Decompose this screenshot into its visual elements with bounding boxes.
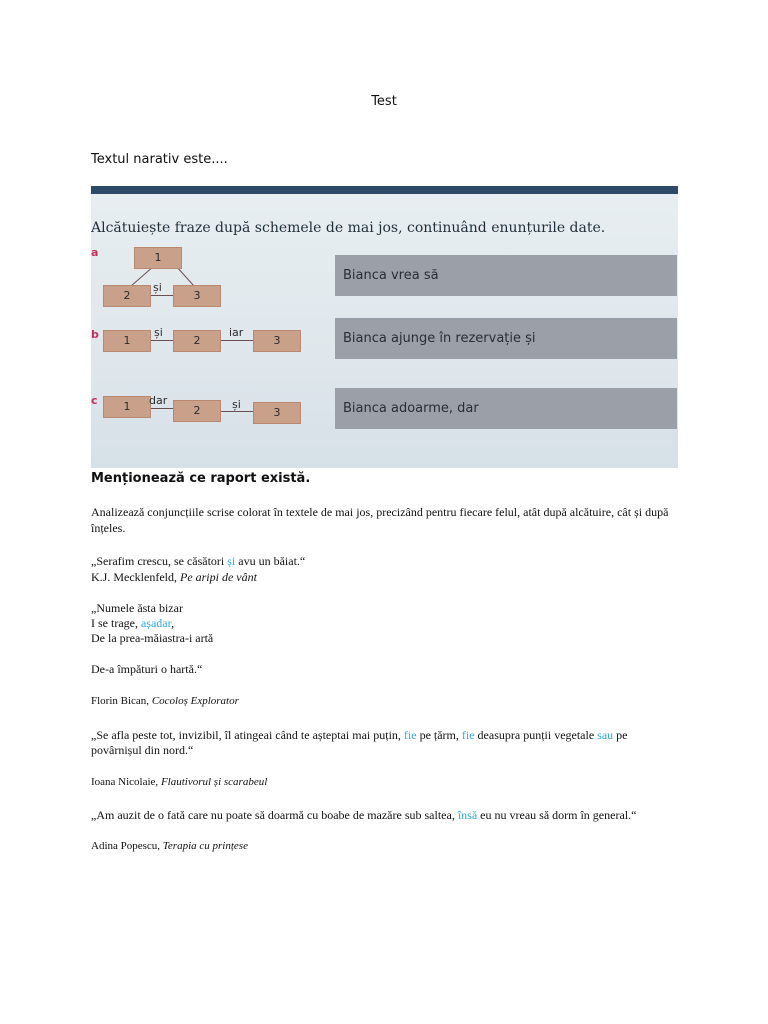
scheme-a-box-1: 1	[134, 247, 182, 269]
page-title: Test	[371, 94, 397, 109]
quote-1-work: Pe aripi de vânt	[179, 570, 257, 584]
quote-4-text-end: eu nu vreau să dorm în general.“	[477, 808, 637, 822]
scheme-c-conj-1: dar	[149, 394, 168, 407]
quote-4-source	[91, 839, 248, 853]
scheme-a-box-3: 3	[173, 285, 221, 307]
quote-3-text-3: deasupra punții vegetale	[474, 728, 598, 742]
scheme-b-line-1	[151, 340, 173, 341]
scheme-c-box-3: 3	[253, 402, 301, 424]
quote-3-author: Ioana Nicolaie,	[91, 776, 161, 788]
quote-2-line-1: „Numele ăsta bizar	[91, 601, 183, 615]
scheme-b-box-1: 1	[103, 330, 151, 352]
heading-narrative-text: Textul narativ este....	[91, 152, 228, 167]
scheme-c-box-1: 1	[103, 396, 151, 418]
exercise-photo	[91, 186, 678, 468]
quote-1-text: „Serafim crescu, se căsători	[91, 554, 228, 568]
quote-2-conjunction: așadar	[140, 616, 172, 630]
quote-2-line-2	[91, 615, 174, 631]
instruction-paragraph: Analizează conjuncțiile scrise colorat în textele de mai jos, precizând pentru fiecare felul, atât după alcătuire, cât și după înțeles.	[91, 505, 669, 535]
quote-1-conjunction: și	[227, 554, 236, 568]
quote-3-text-4: pe	[613, 728, 628, 742]
prompt-panel-c: Bianca adoarme, dar	[335, 388, 677, 429]
quote-2-work: Cocoloș Explorator	[151, 695, 239, 707]
heading-relation: Menționează ce raport există.	[91, 471, 311, 486]
prompt-panel-a: Bianca vrea să	[335, 255, 677, 296]
quote-3-conjunction-3: sau	[597, 728, 614, 742]
quote-2-line-3: De la prea-măiastra-i artă	[91, 631, 214, 645]
quote-3-text-1: „Se afla peste tot, invizibil, îl atingeai când te așteptai mai puțin,	[91, 728, 404, 742]
scheme-b-box-2: 2	[173, 330, 221, 352]
quote-4	[91, 807, 691, 823]
quote-1	[91, 553, 691, 569]
quote-2-line-4: De-a împături o hartă.“	[91, 662, 203, 676]
photo-instruction: Alcătuiește fraze după schemele de mai jos, continuând enunțurile date.	[91, 220, 606, 236]
scheme-b-line-2	[221, 340, 253, 341]
scheme-a-box-2: 2	[103, 285, 151, 307]
scheme-a-conj-1: și	[153, 281, 162, 294]
quote-2-comma: ,	[171, 616, 175, 630]
scheme-c-line-1	[151, 408, 173, 409]
marker-b: b	[91, 328, 99, 341]
quote-3-conjunction-2: fie	[461, 728, 475, 742]
scheme-b-conj-1: și	[154, 326, 163, 339]
quote-2-author: Florin Bican,	[91, 695, 152, 707]
quote-3-source	[91, 775, 267, 789]
quote-3-line-2: povârnișul din nord.“	[91, 743, 194, 757]
quote-1-text-end: avu un băiat.“	[235, 554, 306, 568]
quote-3-line-1	[91, 727, 691, 743]
quote-4-work: Terapia cu prințese	[162, 840, 248, 852]
scheme-c-conj-2: și	[232, 398, 241, 411]
quote-3-text-2: pe țărm,	[416, 728, 462, 742]
quote-3-conjunction-1: fie	[403, 728, 417, 742]
quote-1-author: K.J. Mecklenfeld,	[91, 570, 180, 584]
quote-4-text: „Am auzit de o fată care nu poate să doarmă cu boabe de mazăre sub saltea,	[91, 808, 458, 822]
scheme-c-line-2	[221, 411, 253, 412]
quote-4-conjunction: însă	[457, 808, 478, 822]
quote-3-work: Flautivorul și scarabeul	[160, 776, 268, 788]
scheme-c-box-2: 2	[173, 400, 221, 422]
quote-4-author: Adina Popescu,	[91, 840, 163, 852]
marker-a: a	[91, 246, 99, 259]
scheme-b-conj-2: iar	[229, 326, 244, 339]
quote-1-source	[91, 569, 257, 585]
scheme-a-line	[151, 295, 173, 296]
marker-c: c	[91, 394, 98, 407]
quote-2-source	[91, 694, 239, 708]
scheme-b-box-3: 3	[253, 330, 301, 352]
prompt-panel-b: Bianca ajunge în rezervație și	[335, 318, 677, 359]
quote-2-text: I se trage,	[91, 616, 141, 630]
